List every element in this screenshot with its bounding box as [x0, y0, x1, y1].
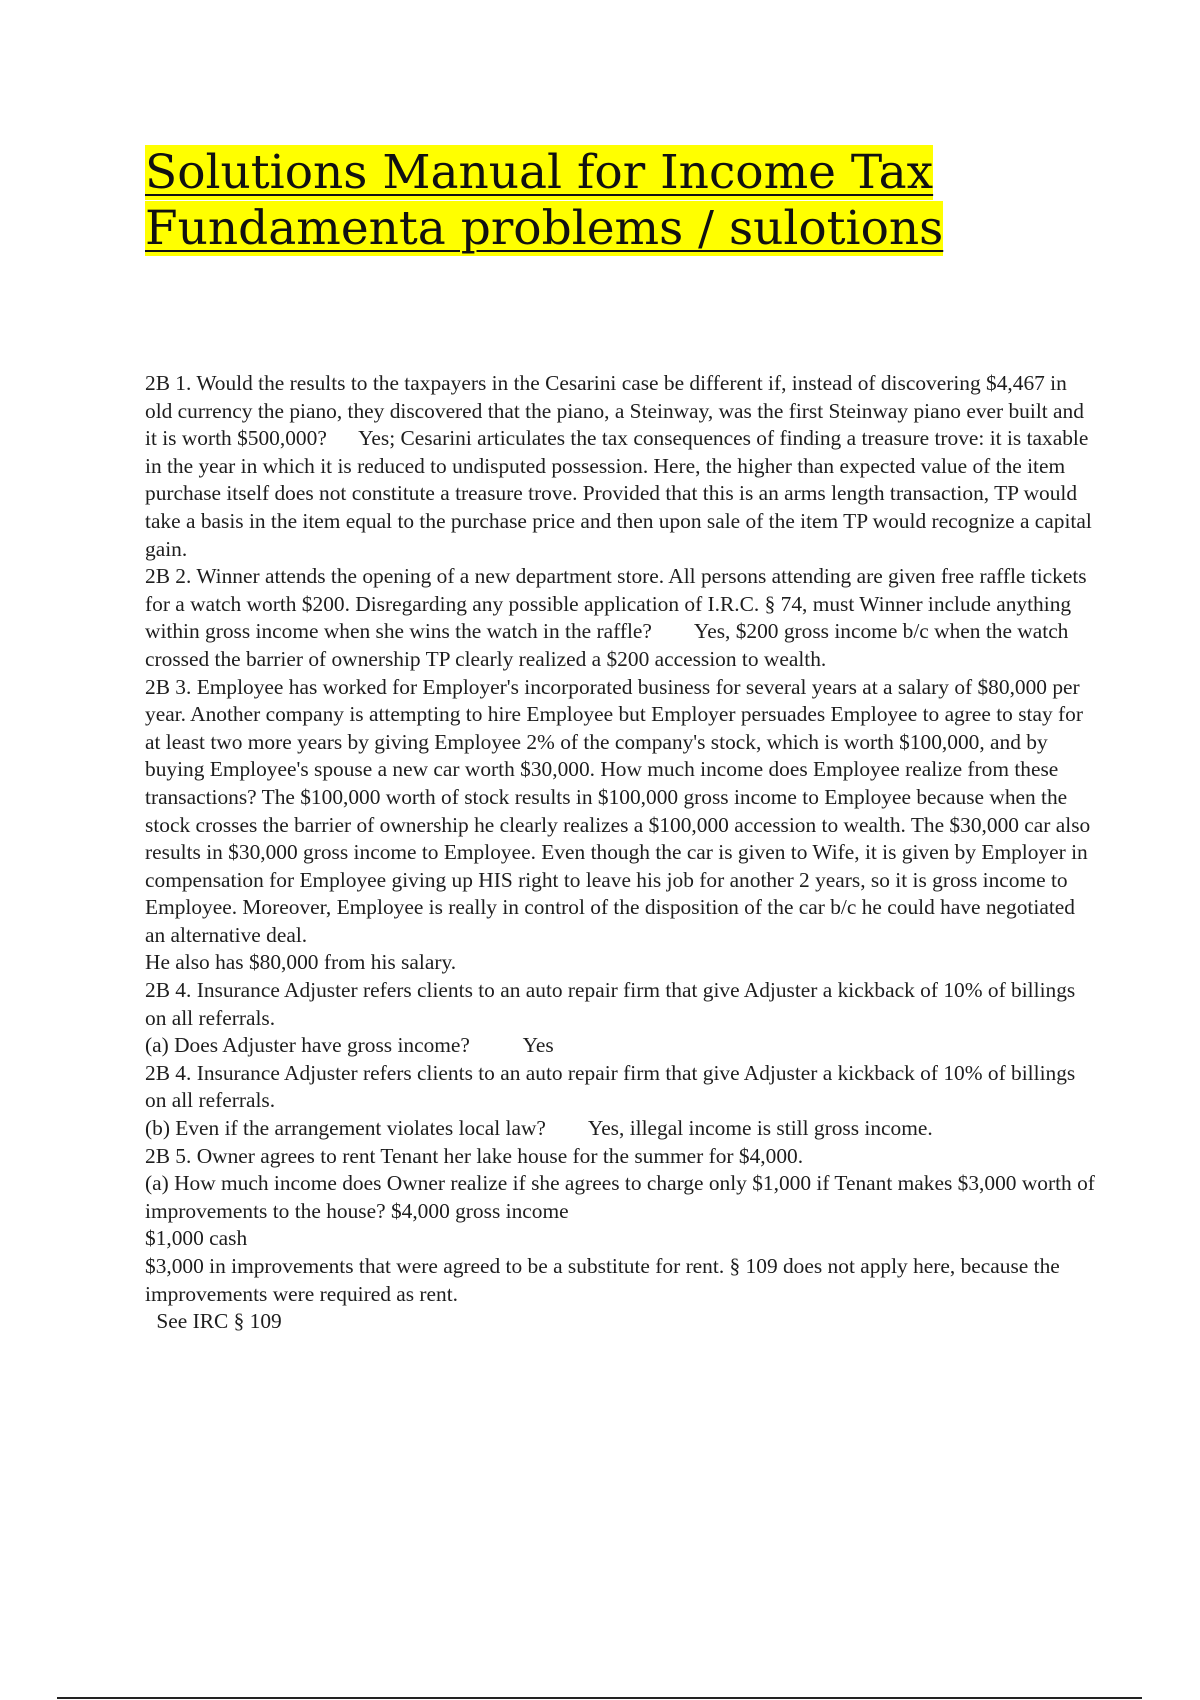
paragraph-2b-3: 2B 3. Employee has worked for Employer's incorporated business for several years at a salary of $80,000 per year. Another company is attempting to hire Employee but Employer persuades Employee to agree to stay for at least two more years by giving Employee 2% of the company's stock, which is worth $100,000, and by buying Employee's spouse a new car worth $30,000. How much income does Employee realize from these transactions? The $100,000 worth of stock results in $100,000 gross income to Employee because when the stock crosses the barrier of ownership he clearly realizes a $100,000 accession to wealth. The $30,000 car also results in $30,000 gross income to Employee. Even though the car is given to Wife, it is given by Employer in compensation for Employee giving up HIS right to leave his job for another 2 years, so it is gross income to Employee. Moreover, Employee is really in control of the disposition of the car b/c he could have negotiated an alternative deal.	[145, 674, 1096, 947]
paragraph-2b-4-question-repeat: 2B 4. Insurance Adjuster refers clients to an auto repair firm that give Adjuster a kickback of 10% of billings on all referrals.	[145, 1060, 1081, 1113]
paragraph-improvements-note: $3,000 in improvements that were agreed to be a substitute for rent. § 109 does not apply here, because the improvements were required as rent.	[145, 1254, 1066, 1306]
title-line-2: Fundamenta problems / sulotions	[145, 201, 944, 256]
document-title	[145, 145, 1045, 257]
paragraph-cash-note: $1,000 cash	[145, 1226, 248, 1251]
document-body	[145, 370, 1101, 1336]
paragraph-2b-2: 2B 2. Winner attends the opening of a new department store. All persons attending are given free raffle tickets for a watch worth $200. Disregarding any possible application of I.R.C. § 74, must Winner include anything within gross income when she wins the watch in the raffle? Yes, $200 gross income b/c when the watch crossed the barrier of ownership TP clearly realized a $200 accession to wealth.	[145, 564, 1092, 671]
paragraph-2b-1: 2B 1. Would the results to the taxpayers in the Cesarini case be different if, instead of discovering $4,467 in old currency the piano, they discovered that the piano, a Steinway, was the first Steinway piano ever built and it is worth $500,000? Yes; Cesarini articulates the tax consequences of finding a treasure trove: it is taxable in the year in which it is reduced to undisputed possession. Here, the higher than expected value of the item purchase itself does not constitute a treasure trove. Provided that this is an arms length transaction, TP would take a basis in the item equal to the purchase price and then upon sale of the item TP would recognize a capital gain.	[145, 371, 1098, 561]
paragraph-2b-4-question: 2B 4. Insurance Adjuster refers clients to an auto repair firm that give Adjuster a kickback of 10% of billings on all referrals.	[145, 978, 1081, 1030]
paragraph-irc-reference: See IRC § 109	[151, 1309, 282, 1334]
paragraph-2b-5a: (a) How much income does Owner realize if she agrees to charge only $1,000 if Tenant makes $3,000 worth of improvements to the house? $4,000 gross income	[145, 1171, 1101, 1223]
paragraph-2b-5: 2B 5. Owner agrees to rent Tenant her lake house for the summer for $4,000.	[145, 1143, 804, 1168]
paragraph-2b-4b: (b) Even if the arrangement violates local law? Yes, illegal income is still gross income.	[145, 1116, 933, 1141]
paragraph-2b-4a: (a) Does Adjuster have gross income? Yes	[145, 1033, 554, 1058]
paragraph-salary-note: He also has $80,000 from his salary.	[145, 950, 457, 975]
title-line-1: Solutions Manual for Income Tax	[145, 145, 934, 200]
footer-divider	[57, 1697, 1142, 1699]
